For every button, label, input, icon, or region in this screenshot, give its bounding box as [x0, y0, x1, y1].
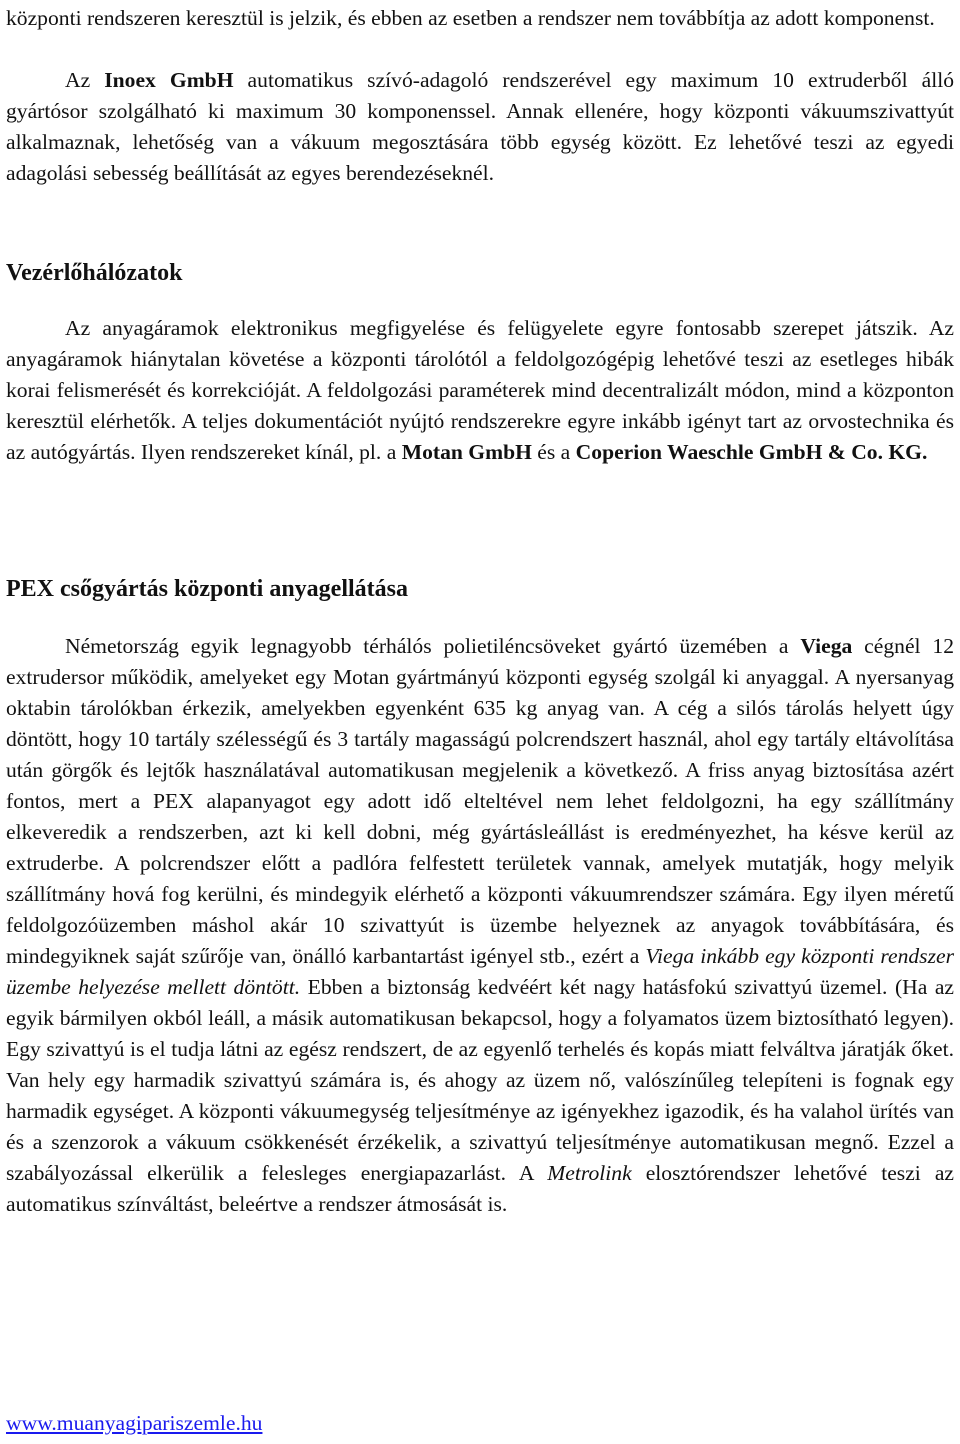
company-name-viega: Viega	[800, 634, 853, 658]
footer-website-link[interactable]: www.muanyagipariszemle.hu	[6, 1411, 263, 1435]
paragraph-text: Németország egyik legnagyobb térhálós polietiléncsöveket gyártó üzemében a	[65, 634, 801, 658]
paragraph-continuation	[6, 3, 954, 34]
paragraph-text: Ebben a biztonság kedvéért két nagy hatásfokú szivattyú üzemel. (Ha az egyik bármilyen okból leáll, a másik automatikusan bekapcsol, hogy a folyamatos üzem biztosítható legyen). Egy szivattyú is el tudja látni az egész rendszert, de az egyenlő terhelés és kopás miatt felváltva járatják őket. Van hely egy harmadik szivattyú számára is, és ahogy az üzem nő, valószínűleg telepíteni is fognak egy harmadik egységet. A központi vákuumegység teljesítménye az igényekhez igazodik, és ha valahol ürítés van és a szenzorok a vákuum csökkenését érzékelik, a szivattyú teljesítménye automatikusan megnő. Ezzel a szabályozással elkerülik a felesleges energiapazarlást. A	[6, 975, 954, 1185]
paragraph-inoex	[6, 65, 954, 189]
company-name-coperion: Coperion Waeschle GmbH & Co. KG.	[575, 440, 928, 464]
paragraph-text: és a	[531, 440, 576, 464]
italic-phrase-viega: Viega inkább egy központi rendszer üzembe helyezése mellett döntött.	[6, 944, 954, 999]
company-name-inoex: Inoex GmbH	[104, 68, 234, 92]
paragraph-control-networks	[6, 313, 954, 468]
section-heading-control-networks: Vezérlőhálózatok	[6, 260, 183, 286]
paragraph-text: központi rendszeren keresztül is jelzik, és ebben az esetben a rendszer nem továbbítja az adott komponenst.	[6, 6, 935, 30]
paragraph-pex	[6, 631, 954, 1220]
paragraph-text: cégnél 12 extrudersor működik, amelyeket egy Motan gyártmányú központi egység szolgál ki anyaggal. A nyersanyag oktabin tárolókban érkezik, amelyekben egyenként 635 kg anyag van. A cég a silós tárolás helyett úgy döntött, hogy 10 tartály szélességű és 3 tartály magasságú polcrendszert használ, ahol egy tartály eltávolítása után görgők és lejtők használatával automatikusan megjelenik a következő. A friss anyag biztosítása azért fontos, mert a PEX alapanyagot egy adott idő elteltével nem lehet feldolgozni, ha egy szállítmány elkeveredik a rendszerben, azt ki kell dobni, még gyártásleállást is eredményezhet, ha késve kerül az extruderbe. A polcrendszer előtt a padlóra felfestett területek vannak, amelyek mutatják, hogy melyik szállítmány hová fog kerülni, és mindegyik elérhető a központi vákuumrendszer számára. Egy ilyen méretű feldolgozóüzemben máshol akár 10 szivattyút is üzembe helyeznek az anyagok továbbítására, és mindegyiknek saját szűrője van, önálló karbantartást igényel stb., ezért a	[6, 634, 954, 968]
section-heading-pex: PEX csőgyártás központi anyagellátása	[6, 576, 408, 602]
paragraph-text: Az	[65, 68, 105, 92]
italic-metrolink: Metrolink	[547, 1161, 632, 1185]
paragraph-text: Az anyagáramok elektronikus megfigyelése és felügyelete egyre fontosabb szerepet játszik. Az anyagáramok hiánytalan követése a központi tárolótól a feldolgozógépig lehetővé teszi az esetleges hibák korai felismerését és korrekcióját. A feldolgozási paraméterek mind decentralizált módon, mind a központon keresztül elérhetők. A teljes dokumentációt nyújtó rendszerekre egyre inkább igényt tart az orvostechnika és az autógyártás. Ilyen rendszereket kínál, pl. a	[6, 316, 954, 464]
paragraph-text: elosztórendszer lehetővé teszi az automatikus színváltást, beleértve a rendszer átmosását is.	[6, 1161, 954, 1216]
paragraph-text: automatikus szívó-adagoló rendszerével egy maximum 10 extruderből álló gyártósor szolgálható ki maximum 30 komponenssel. Annak ellenére, hogy központi vákuumszivattyút alkalmaznak, lehetőség van a vákuum megosztására több egység között. Ez lehetővé teszi az egyedi adagolási sebesség beállítását az egyes berendezéseknél.	[6, 68, 955, 185]
company-name-motan: Motan GmbH	[401, 440, 532, 464]
